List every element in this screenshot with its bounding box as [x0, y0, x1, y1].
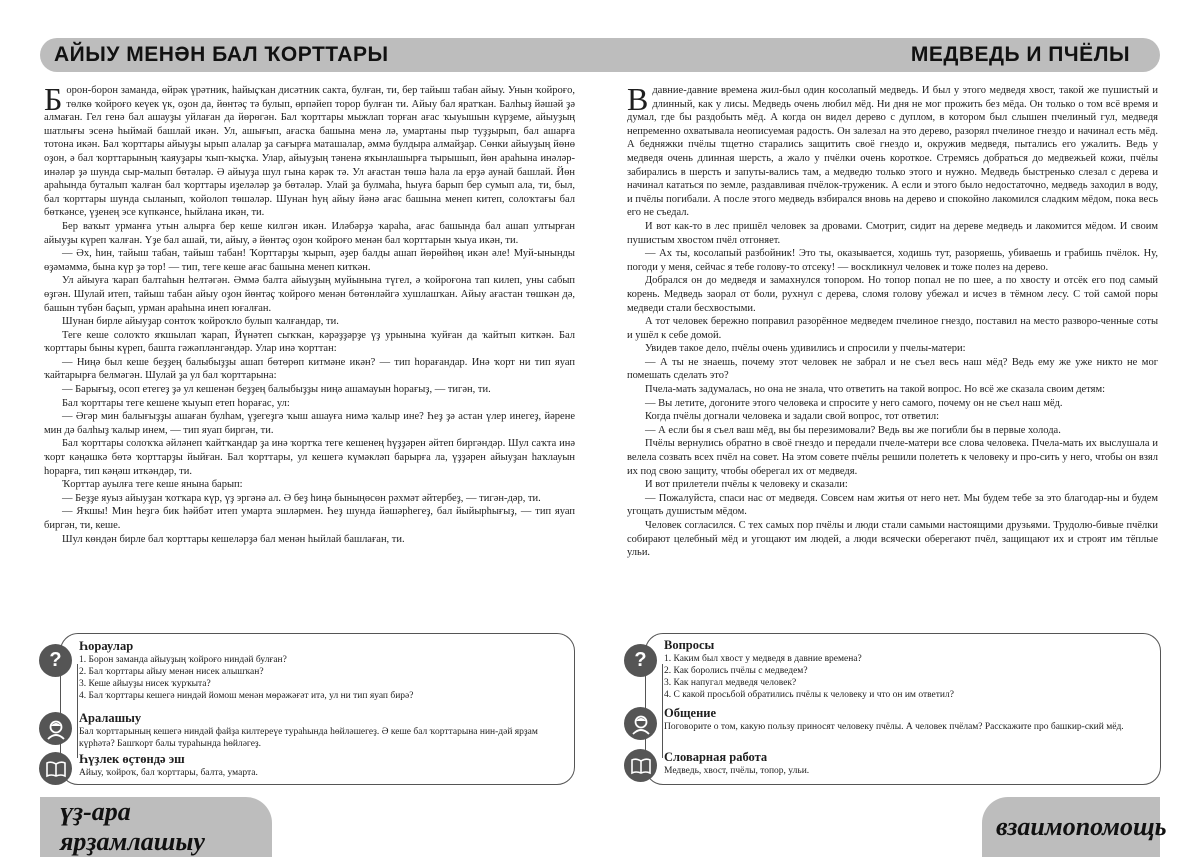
story-paragraph: Бал ҡорттары солоҡҡа әйләнеп ҡайтҡандар ҙа инә ҡортҡа теге кешенең һүҙҙәрен әйтеп биргәндәр. Шул саҡта инә ҡорт кәңәшкә бөтә ҡорттарҙы йыйған. Бал ҡорттары, ул кешегә күмәкләп барырға ла, үҙҙәрен айыуҙан һаҡлауын һорарға, тип кәңәш иткәндәр, ти.: [44, 438, 575, 477]
questions-section: [79, 639, 564, 702]
story-paragraph: — Яҡшы! Мин һеҙгә бик һәйбәт итеп умарта эшләрмен. Һеҙ шунда йәшәрһегеҙ, бал йыйырһығыҙ, — тип яуап биргән, ти, кеше.: [44, 506, 575, 531]
story-paragraph: Ҡорттар ауылға теге кеше янына барып:: [62, 479, 243, 491]
question-icon: ?: [39, 644, 72, 677]
story-paragraph: Увидев такое дело, пчёлы очень удивились и спросили у пчелы-матери:: [645, 343, 966, 355]
discussion-text: Бал ҡорттарының кешегә ниндәй файҙа килтереүе тураһында һөйләшегеҙ. Ә кеше бал ҡорттарына нин-дәй ярҙам күрһәтә? Башҡорт балы тураһында һөйләгеҙ.: [79, 727, 538, 749]
box-divider-line: [77, 664, 78, 758]
drop-cap: В: [627, 81, 649, 117]
story-paragraph: — Ах ты, косолапый разбойник! Это ты, оказывается, ходишь тут, разоряешь, убиваешь и грабишь пчёлок. Ну, погоди у меня, сейчас я тебе голову-то отсеку! — воскликнул человек и тоже полез на дерево.: [627, 248, 1158, 273]
story-paragraph: — Әх, һин, тайыш табан, тайыш табан! Ҡорттарҙы ҡырып, әҙер балды ашап йөрөйһөң икән әле! Муй-ынынды өҙәмәммә, бына күр ҙә тор! — тип, теге кеше ағас башына менеп киткән.: [44, 248, 575, 273]
question-item: 4. С какой просьбой обратились пчёлы к человеку и что он им ответил?: [664, 690, 954, 700]
story-paragraph: Теге кеше солоҡто яҡшылап ҡарап, Йүнәтеп сыҡҡан, кәрәҙҙәрҙе үҙ урынына ҡуйған да ҡайтып киткән. Бал ҡорттары быны күреп, баштa гәжәпләнгәндәр. Улар инә ҡорттан:: [44, 329, 575, 355]
right-page-title: МЕДВЕДЬ И ПЧЁЛЫ: [910, 43, 1130, 66]
story-paragraph: Бал ҡорттары теге кешене ҡыуып етеп һорағас, ул:: [62, 397, 290, 409]
book-icon: [624, 749, 657, 782]
drop-cap: Б: [44, 81, 63, 117]
questions-heading: Һораулар: [79, 639, 134, 653]
left-title-banner: [40, 38, 605, 72]
right-story-text: [627, 81, 1158, 560]
story-paragraph: Ул айыуға ҡарап балтаһын һелтәгән. Әммә балта айыуҙың муйынына түгел, ә ҡойроғона тап килеп, уны сабып өҙгән. Шулай итеп, тайыш табан айыу оҙон йөнтәҫ ҡойроғо менән бөтөнләйгә хушлашҡан. Айыу ағастан төшкән дә, башын түбән баҫып, урман араһына инеп юғалған.: [44, 275, 575, 314]
discussion-heading: Общение: [664, 706, 717, 720]
vocabulary-heading: Словарная работа: [664, 750, 768, 764]
discussion-heading: Аралашыу: [79, 711, 142, 725]
story-paragraph: Добрался он до медведя и замахнулся топором. Но топор попал не по шее, а по хвосту и отсёк его под самый корень. Медведь заорал от боли, рухнул с дерева, сломя голову убежал и исчез в тёмном лесу. С той самой поры медведи стали бесхвостыми.: [627, 275, 1158, 314]
story-paragraph: — Барығыҙ, осоп етегеҙ ҙә ул кешенән беҙҙең балыбыҙҙы ниңә ашамауын һорағыҙ, — тигән, ти.: [62, 384, 491, 396]
vocabulary-section: [79, 752, 564, 779]
left-footer-tab: [40, 797, 272, 857]
question-item: 3. Кеше айыуҙы нисек ҡурҡыта?: [79, 679, 211, 689]
left-footer-label: үҙ-ара ярҙамлашыу: [60, 797, 205, 856]
story-paragraph: Пчёлы вернулись обратно в своё гнездо и передали пчеле-матери все слова человека. Пчела-мать их выслушала и велела созвать всех пчёл на совет. На этом совете пчёлы решили полететь к человеку и про-сить у него, чтобы он взял их под свою защиту, чтобы оберегал их от медведя.: [627, 438, 1158, 477]
left-story-text: [44, 81, 575, 546]
person-icon: [39, 712, 72, 745]
story-paragraph: — Пожалуйста, спаси нас от медведя. Совсем нам житья от него нет. Мы будем тебе за это благодар-ны и будем угощать душистым мёдом.: [627, 492, 1158, 518]
story-paragraph: В давние-давние времена жил-был один косолапый медведь. И был у этого медведя хвост, такой же пушистый и длинный, как у лисы. Медведь очень любил мёд. Ни дня не мог прожить без мёда. Он только о том всё время и думал, где бы раздобыть мёд. А когда он видел дерево с дуплом, в котором был слышен пчелиный гул, медведя непременно охватывала неописуемая радость. Он залезал на это дерево, разорял пчелиное гнездо и начинал есть мёд. А бедняжки пчёлы тщетно старались защитить своё гнездо и, окружив медведя, пытались его ужалить. Ведь у медведя очень длинная шерсть, а жало у пчёлки очень короткое. Стремясь добраться до медвежьей кожи, пчёлы забирались в шерсть и запуты-вались там, а медведю только этого и нужно. Медведь быстренько слезал с дерева и начинал кататься по земле, раздавливая пчёлок-труженик. А если и этого было недостаточно, медведь заходил в воду, и пчёлы погибали. А после этого медведь взбирался вновь на дерево и спокойно лакомился сладким мёдом, пока весь его не съедал.: [627, 81, 1158, 219]
right-activity-box: [634, 633, 1161, 785]
discussion-text: Поговорите о том, какую пользу приносят человеку пчёлы. А человек пчёлам? Расскажите про башкир-ский мёд.: [664, 722, 1124, 732]
questions-list: [664, 653, 1150, 701]
story-paragraph: — Әгәр мин балығыҙҙы ашаған булһам, үҙегеҙгә ҡыш ашауға нимә ҡалыр ине? Һеҙ ҙә астан үлер инегеҙ, йәрене мин дә балһыҙ ҡалыр инем, — тип яуап биргән, ти.: [44, 411, 575, 436]
questions-list: [79, 654, 564, 702]
right-footer-label: взаимопомощь: [996, 812, 1167, 841]
left-page-title: АЙЫУ МЕНӘН БАЛ ҠОРТТАРЫ: [54, 43, 389, 66]
story-paragraph: А тот человек бережно поправил разорённое медведем пчелиное гнездо, поставил на место разворо-ченные соты и ушёл к себе домой.: [627, 316, 1158, 341]
story-paragraph: И вот как-то в лес пришёл человек за дровами. Смотрит, сидит на дереве медведь и лакомится мёдом. И своим пушистым хвостом пчёл отгоняет.: [627, 220, 1158, 246]
story-paragraph: Когда пчёлы догнали человека и задали свой вопрос, тот ответил:: [645, 411, 940, 423]
person-icon: [624, 707, 657, 740]
questions-heading: Вопросы: [664, 638, 715, 652]
question-item: 2. Бал ҡорттары айыу менән нисек алышҡан?: [79, 667, 264, 677]
story-paragraph: Бер ваҡыт урманға утын алырға бер кеше килгән икән. Иләбәрҙә ҡараһа, ағас башында бал ашап ултырған айыуҙы күреп ҡалған. Үҙе бал ашай, ти, айыу, ә йөнтәҫ оҙон ҡойроғо менән бал ҡорттарын ҡыуа икән, ти.: [44, 220, 575, 246]
story-paragraph: — А если бы я съел ваш мёд, вы бы перезимовали? Ведь вы же погибли бы в первые холода.: [645, 424, 1061, 436]
questions-section: [664, 638, 1150, 701]
story-paragraph: Борон-борон заманда, өйрәк үрәтник, һайыҫҡан дисәтник сакта, булған, ти, бер тайыш табан айыу. Унын ҡойроғо, төлкө ҡойроғо кеүек үк, оҙон да, йөнтәҫ тә булып, өрпәйеп торор булған ти. Айыу бал яратҡан. Балһыҙ йәшәй ҙә алмаған. Гел генә бал ашауҙы уйлаған да йөрөгән. Бал ҡорттары мыжлап торған ағас ҡыуышын күрҙеме, айыуҙың шатлығы эсенә һыймай башлай икән. Ул, ашығып, ағасҡа башына менә лә, умартаны пыр туҙҙырып, бал ашарға тотона икән. Бал ҡорттары айыуҙы ырып алалар ҙа сағырға маташалар, әммә булдыра алмайҙар. Сөнки айыуҙың йөнө оҙон, ә бал ҡорттарының ҡаяуҙары ҡып-ҡыҫҡа. Улар, айыуҙың тәненә яҡынлашырға тырышып, йөн араһына инәләр-инәләр ҙә шунда сыр-малып бөтәләр. Ә айыуҙа шул гына кәрәк тә. Ул ағастан төшә һала ла ерҙә аунай башлай. Йөн араһында буталып ҡалған бал ҡорттары иҙеләләр ҙә бөтәләр. Улай ҙа булмаһа, һыуға барып бер сумып ала, ти, был, бал ҡорттары шунда сыланып, ҡойолоп төшәләр. Шунан һуң айыу йәнә ағас башына менеп китеп, солоҡтағы бал бөткәнсе, үҙенең эсе күпкәнсе, һыйлана икән, ти.: [44, 81, 575, 219]
story-paragraph: — Ниңә был кеше беҙҙең балыбыҙҙы ашап бөтөрөп китмәне икән? — тип һорағандар. Инә ҡорт ни тип яуап ҡайтарырға белмәгән. Шулай ҙа ул бал ҡорттарына:: [44, 356, 575, 382]
vocabulary-text: Медведь, хвост, пчёлы, топор, ульи.: [664, 766, 810, 776]
question-item: 2. Как боролись пчёлы с медведем?: [664, 666, 808, 676]
story-paragraph: Человек согласился. С тех самых пор пчёлы и люди стали самыми настоящими друзьями. Трудолю-бивые пчёлки собирают целебный мёд и угощают им людей, а люди всячески оберегают пчёл, защищают их и строят им тёплые ульи.: [627, 520, 1158, 559]
question-item: 3. Как напугал медведя человек?: [664, 678, 797, 688]
question-icon: ?: [624, 644, 657, 677]
story-paragraph: — Вы летите, догоните этого человека и спросите у него самого, почему он не съел наш мёд.: [645, 397, 1063, 409]
discussion-section: [664, 706, 1150, 733]
story-paragraph: Шул көндән бирле бал ҡорттары кешеләрҙә бал менән һыйлай башлаған, ти.: [62, 533, 405, 545]
right-footer-tab: [982, 797, 1167, 857]
question-item: 1. Каким был хвост у медведя в давние времена?: [664, 654, 862, 664]
vocabulary-text: Айыу, ҡойроҡ, бал ҡорттары, балта, умарта.: [79, 768, 258, 778]
box-divider-line: [662, 664, 663, 758]
vocabulary-section: [664, 750, 1150, 777]
story-paragraph: — Беҙҙе яуыз айыуҙан ҡотҡара күр, үҙ эргәнә ал. Ә беҙ һиңә быныңөсөн рәхмәт әйтербеҙ, — тигән-дәр, ти.: [62, 492, 541, 504]
left-activity-box: [49, 633, 575, 785]
right-title-banner: [600, 38, 1160, 72]
vocabulary-heading: Һүҙлек өҫтөндә эш: [79, 752, 185, 766]
story-paragraph: Пчела-мать задумалась, но она не знала, что ответить на такой вопрос. Но всё же сказала своим детям:: [645, 384, 1106, 396]
question-item: 1. Борон заманда айыуҙың ҡойроғо ниндәй булған?: [79, 655, 287, 665]
story-paragraph: — А ты не знаешь, почему этот человек не забрал и не съел весь наш мёд? Ведь ему же уже никто не мог помешать сделать это?: [627, 356, 1158, 382]
story-paragraph: Шунан бирле айыуҙар сонтоҡ ҡойроҡло булып ҡалғандар, ти.: [62, 316, 339, 328]
story-paragraph: И вот прилетели пчёлы к человеку и сказали:: [645, 479, 848, 491]
discussion-section: [79, 711, 564, 750]
question-item: 4. Бал ҡорттары кешегә ниндәй йомош менән мөрәжәғәт итә, ул ни тип яуап бирә?: [79, 691, 414, 701]
book-icon: [39, 752, 72, 785]
